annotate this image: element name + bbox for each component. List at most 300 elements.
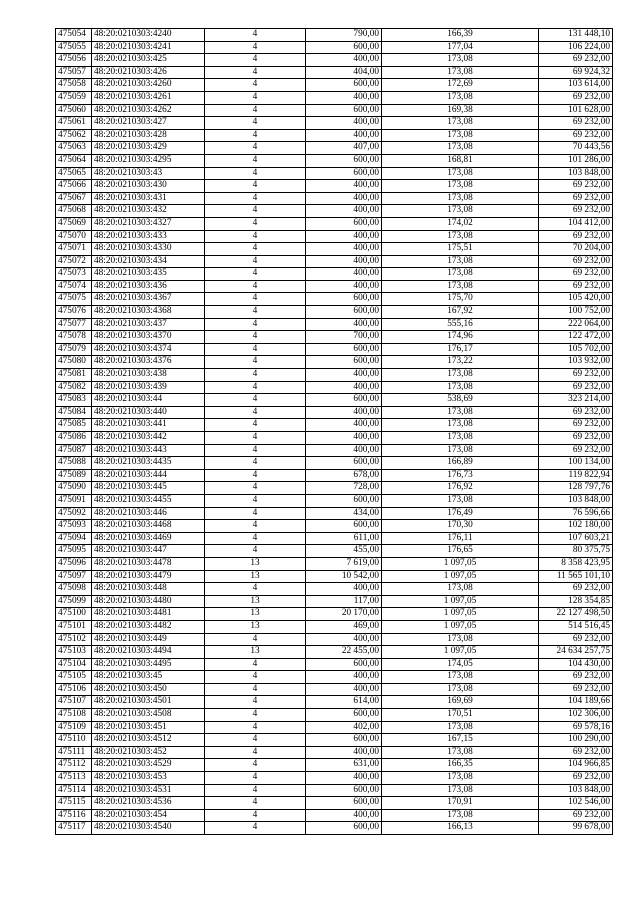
rate-cell: 1 097,05: [382, 595, 539, 608]
category-cell: 4: [205, 444, 306, 457]
rate-cell: 173,08: [382, 369, 539, 382]
row-number-cell: 475065: [56, 167, 92, 180]
row-number-cell: 475108: [56, 709, 92, 722]
rate-cell: 166,39: [382, 29, 539, 42]
table-row: [56, 154, 613, 167]
row-number-cell: 475064: [56, 154, 92, 167]
area-cell: 400,00: [306, 432, 382, 445]
table-row: [56, 683, 613, 696]
cadastral-value-cell: 69 232,00: [539, 54, 613, 67]
cadastral-value-cell: 131 448,10: [539, 29, 613, 42]
rate-cell: 166,35: [382, 759, 539, 772]
category-cell: 4: [205, 784, 306, 797]
area-cell: 600,00: [306, 394, 382, 407]
category-cell: 4: [205, 66, 306, 79]
category-cell: 4: [205, 633, 306, 646]
cadastral-number-cell: 48:20:0210303:436: [92, 280, 205, 293]
cadastral-value-cell: 11 565 101,10: [539, 570, 613, 583]
row-number-cell: 475055: [56, 41, 92, 54]
rate-cell: 176,11: [382, 532, 539, 545]
row-number-cell: 475092: [56, 507, 92, 520]
table-row: [56, 432, 613, 445]
area-cell: 600,00: [306, 797, 382, 810]
row-number-cell: 475058: [56, 79, 92, 92]
row-number-cell: 475115: [56, 797, 92, 810]
rate-cell: 176,17: [382, 343, 539, 356]
area-cell: 400,00: [306, 444, 382, 457]
area-cell: 611,00: [306, 532, 382, 545]
cadastral-value-cell: 70 443,56: [539, 142, 613, 155]
area-cell: 400,00: [306, 633, 382, 646]
cadastral-value-cell: 69 232,00: [539, 746, 613, 759]
rate-cell: 174,02: [382, 217, 539, 230]
category-cell: 4: [205, 746, 306, 759]
cadastral-value-cell: 104 412,00: [539, 217, 613, 230]
table-row: [56, 583, 613, 596]
category-cell: 4: [205, 469, 306, 482]
category-cell: 4: [205, 494, 306, 507]
cadastral-number-cell: 48:20:0210303:441: [92, 419, 205, 432]
category-cell: 13: [205, 646, 306, 659]
table-row: [56, 734, 613, 747]
table-row: [56, 192, 613, 205]
rate-cell: 173,08: [382, 54, 539, 67]
cadastral-number-cell: 48:20:0210303:4262: [92, 104, 205, 117]
table-row: [56, 117, 613, 130]
table-body: [56, 29, 613, 835]
area-cell: 600,00: [306, 784, 382, 797]
category-cell: 4: [205, 331, 306, 344]
row-number-cell: 475114: [56, 784, 92, 797]
table-row: [56, 343, 613, 356]
category-cell: 4: [205, 343, 306, 356]
cadastral-number-cell: 48:20:0210303:433: [92, 230, 205, 243]
cadastral-value-cell: 69 232,00: [539, 381, 613, 394]
area-cell: 700,00: [306, 331, 382, 344]
row-number-cell: 475107: [56, 696, 92, 709]
table-row: [56, 620, 613, 633]
row-number-cell: 475117: [56, 822, 92, 835]
table-row: [56, 646, 613, 659]
row-number-cell: 475070: [56, 230, 92, 243]
cadastral-number-cell: 48:20:0210303:442: [92, 432, 205, 445]
row-number-cell: 475086: [56, 432, 92, 445]
cadastral-value-cell: 514 516,45: [539, 620, 613, 633]
row-number-cell: 475103: [56, 646, 92, 659]
area-cell: 400,00: [306, 54, 382, 67]
cadastral-value-cell: 22 127 498,50: [539, 608, 613, 621]
area-cell: 600,00: [306, 658, 382, 671]
table-row: [56, 759, 613, 772]
category-cell: 4: [205, 721, 306, 734]
category-cell: 13: [205, 595, 306, 608]
cadastral-value-cell: 69 232,00: [539, 671, 613, 684]
category-cell: 4: [205, 154, 306, 167]
cadastral-value-cell: 105 420,00: [539, 293, 613, 306]
area-cell: 728,00: [306, 482, 382, 495]
category-cell: 4: [205, 293, 306, 306]
cadastral-number-cell: 48:20:0210303:4241: [92, 41, 205, 54]
cadastral-number-cell: 48:20:0210303:446: [92, 507, 205, 520]
table-row: [56, 66, 613, 79]
area-cell: 400,00: [306, 381, 382, 394]
row-number-cell: 475083: [56, 394, 92, 407]
category-cell: 4: [205, 797, 306, 810]
cadastral-number-cell: 48:20:0210303:4261: [92, 91, 205, 104]
row-number-cell: 475063: [56, 142, 92, 155]
table-row: [56, 419, 613, 432]
table-row: [56, 658, 613, 671]
cadastral-number-cell: 48:20:0210303:4368: [92, 306, 205, 319]
cadastral-number-cell: 48:20:0210303:4478: [92, 557, 205, 570]
category-cell: 4: [205, 457, 306, 470]
rate-cell: 1 097,05: [382, 557, 539, 570]
table-row: [56, 41, 613, 54]
cadastral-value-cell: 69 232,00: [539, 230, 613, 243]
category-cell: 4: [205, 230, 306, 243]
area-cell: 402,00: [306, 721, 382, 734]
cadastral-number-cell: 48:20:0210303:4367: [92, 293, 205, 306]
table-row: [56, 217, 613, 230]
row-number-cell: 475109: [56, 721, 92, 734]
cadastral-number-cell: 48:20:0210303:4376: [92, 356, 205, 369]
row-number-cell: 475111: [56, 746, 92, 759]
cadastral-number-cell: 48:20:0210303:449: [92, 633, 205, 646]
category-cell: 4: [205, 482, 306, 495]
cadastral-number-cell: 48:20:0210303:4531: [92, 784, 205, 797]
row-number-cell: 475071: [56, 243, 92, 256]
cadastral-number-cell: 48:20:0210303:4482: [92, 620, 205, 633]
area-cell: 400,00: [306, 746, 382, 759]
table-row: [56, 809, 613, 822]
cadastral-value-cell: 103 848,00: [539, 494, 613, 507]
row-number-cell: 475085: [56, 419, 92, 432]
rate-cell: 173,08: [382, 268, 539, 281]
table-row: [56, 167, 613, 180]
table-row: [56, 293, 613, 306]
row-number-cell: 475060: [56, 104, 92, 117]
table-row: [56, 142, 613, 155]
rate-cell: 172,69: [382, 79, 539, 92]
table-row: [56, 280, 613, 293]
cadastral-number-cell: 48:20:0210303:450: [92, 683, 205, 696]
row-number-cell: 475082: [56, 381, 92, 394]
table-row: [56, 721, 613, 734]
cadastral-value-cell: 104 966,85: [539, 759, 613, 772]
area-cell: 678,00: [306, 469, 382, 482]
table-row: [56, 180, 613, 193]
cadastral-number-cell: 48:20:0210303:4540: [92, 822, 205, 835]
cadastral-value-cell: 69 578,16: [539, 721, 613, 734]
table-row: [56, 444, 613, 457]
row-number-cell: 475102: [56, 633, 92, 646]
cadastral-value-cell: 102 180,00: [539, 520, 613, 533]
area-cell: 400,00: [306, 117, 382, 130]
cadastral-number-cell: 48:20:0210303:4295: [92, 154, 205, 167]
table-row: [56, 696, 613, 709]
rate-cell: 173,08: [382, 381, 539, 394]
cadastral-value-cell: 69 232,00: [539, 255, 613, 268]
rate-cell: 173,22: [382, 356, 539, 369]
table-row: [56, 381, 613, 394]
table-row: [56, 230, 613, 243]
cadastral-value-cell: 222 064,00: [539, 318, 613, 331]
row-number-cell: 475069: [56, 217, 92, 230]
category-cell: 4: [205, 41, 306, 54]
cadastral-value-table: [55, 28, 613, 835]
cadastral-number-cell: 48:20:0210303:432: [92, 205, 205, 218]
table-row: [56, 545, 613, 558]
area-cell: 469,00: [306, 620, 382, 633]
cadastral-value-cell: 69 232,00: [539, 444, 613, 457]
cadastral-number-cell: 48:20:0210303:444: [92, 469, 205, 482]
category-cell: 4: [205, 583, 306, 596]
area-cell: 404,00: [306, 66, 382, 79]
cadastral-number-cell: 48:20:0210303:429: [92, 142, 205, 155]
row-number-cell: 475093: [56, 520, 92, 533]
area-cell: 400,00: [306, 671, 382, 684]
row-number-cell: 475101: [56, 620, 92, 633]
row-number-cell: 475112: [56, 759, 92, 772]
row-number-cell: 475088: [56, 457, 92, 470]
cadastral-value-cell: 122 472,00: [539, 331, 613, 344]
row-number-cell: 475105: [56, 671, 92, 684]
category-cell: 4: [205, 318, 306, 331]
cadastral-value-cell: 8 358 423,95: [539, 557, 613, 570]
cadastral-number-cell: 48:20:0210303:4501: [92, 696, 205, 709]
table-row: [56, 205, 613, 218]
category-cell: 13: [205, 557, 306, 570]
cadastral-value-cell: 69 232,00: [539, 369, 613, 382]
category-cell: 4: [205, 696, 306, 709]
row-number-cell: 475066: [56, 180, 92, 193]
row-number-cell: 475091: [56, 494, 92, 507]
area-cell: 600,00: [306, 356, 382, 369]
category-cell: 4: [205, 772, 306, 785]
area-cell: 400,00: [306, 180, 382, 193]
table-row: [56, 557, 613, 570]
table-row: [56, 356, 613, 369]
rate-cell: 173,08: [382, 671, 539, 684]
cadastral-value-cell: 103 932,00: [539, 356, 613, 369]
cadastral-number-cell: 48:20:0210303:437: [92, 318, 205, 331]
document-page: [55, 28, 612, 835]
row-number-cell: 475089: [56, 469, 92, 482]
cadastral-value-cell: 128 797,76: [539, 482, 613, 495]
category-cell: 4: [205, 167, 306, 180]
cadastral-value-cell: 103 614,00: [539, 79, 613, 92]
cadastral-value-cell: 80 375,75: [539, 545, 613, 558]
cadastral-value-cell: 69 232,00: [539, 406, 613, 419]
row-number-cell: 475094: [56, 532, 92, 545]
cadastral-value-cell: 69 232,00: [539, 683, 613, 696]
rate-cell: 173,08: [382, 129, 539, 142]
row-number-cell: 475074: [56, 280, 92, 293]
cadastral-value-cell: 104 430,00: [539, 658, 613, 671]
area-cell: 400,00: [306, 583, 382, 596]
cadastral-value-cell: 100 134,00: [539, 457, 613, 470]
table-row: [56, 54, 613, 67]
rate-cell: 173,08: [382, 633, 539, 646]
rate-cell: 173,08: [382, 683, 539, 696]
table-row: [56, 797, 613, 810]
area-cell: 600,00: [306, 79, 382, 92]
area-cell: 400,00: [306, 268, 382, 281]
area-cell: 614,00: [306, 696, 382, 709]
area-cell: 400,00: [306, 243, 382, 256]
table-row: [56, 608, 613, 621]
area-cell: 117,00: [306, 595, 382, 608]
category-cell: 4: [205, 822, 306, 835]
category-cell: 4: [205, 356, 306, 369]
cadastral-number-cell: 48:20:0210303:448: [92, 583, 205, 596]
table-row: [56, 129, 613, 142]
cadastral-value-cell: 102 546,00: [539, 797, 613, 810]
cadastral-value-cell: 69 232,00: [539, 91, 613, 104]
rate-cell: 173,08: [382, 772, 539, 785]
row-number-cell: 475084: [56, 406, 92, 419]
cadastral-number-cell: 48:20:0210303:4481: [92, 608, 205, 621]
cadastral-number-cell: 48:20:0210303:431: [92, 192, 205, 205]
area-cell: 600,00: [306, 822, 382, 835]
row-number-cell: 475059: [56, 91, 92, 104]
category-cell: 13: [205, 608, 306, 621]
category-cell: 13: [205, 570, 306, 583]
rate-cell: 173,08: [382, 784, 539, 797]
cadastral-number-cell: 48:20:0210303:4529: [92, 759, 205, 772]
row-number-cell: 475068: [56, 205, 92, 218]
cadastral-number-cell: 48:20:0210303:4374: [92, 343, 205, 356]
cadastral-number-cell: 48:20:0210303:44: [92, 394, 205, 407]
rate-cell: 1 097,05: [382, 608, 539, 621]
rate-cell: 1 097,05: [382, 570, 539, 583]
row-number-cell: 475095: [56, 545, 92, 558]
cadastral-value-cell: 100 752,00: [539, 306, 613, 319]
area-cell: 600,00: [306, 217, 382, 230]
rate-cell: 1 097,05: [382, 620, 539, 633]
table-row: [56, 532, 613, 545]
rate-cell: 170,91: [382, 797, 539, 810]
rate-cell: 170,51: [382, 709, 539, 722]
area-cell: 10 542,00: [306, 570, 382, 583]
area-cell: 600,00: [306, 104, 382, 117]
cadastral-number-cell: 48:20:0210303:430: [92, 180, 205, 193]
cadastral-number-cell: 48:20:0210303:4435: [92, 457, 205, 470]
cadastral-value-cell: 69 232,00: [539, 809, 613, 822]
cadastral-number-cell: 48:20:0210303:435: [92, 268, 205, 281]
cadastral-number-cell: 48:20:0210303:453: [92, 772, 205, 785]
rate-cell: 173,08: [382, 809, 539, 822]
area-cell: 790,00: [306, 29, 382, 42]
cadastral-number-cell: 48:20:0210303:427: [92, 117, 205, 130]
category-cell: 4: [205, 532, 306, 545]
category-cell: 4: [205, 268, 306, 281]
area-cell: 407,00: [306, 142, 382, 155]
cadastral-number-cell: 48:20:0210303:4260: [92, 79, 205, 92]
cadastral-value-cell: 105 702,00: [539, 343, 613, 356]
cadastral-number-cell: 48:20:0210303:4495: [92, 658, 205, 671]
row-number-cell: 475077: [56, 318, 92, 331]
cadastral-value-cell: 69 232,00: [539, 633, 613, 646]
table-row: [56, 469, 613, 482]
row-number-cell: 475098: [56, 583, 92, 596]
table-row: [56, 822, 613, 835]
cadastral-number-cell: 48:20:0210303:4494: [92, 646, 205, 659]
rate-cell: 175,51: [382, 243, 539, 256]
area-cell: 400,00: [306, 192, 382, 205]
category-cell: 4: [205, 394, 306, 407]
area-cell: 600,00: [306, 520, 382, 533]
rate-cell: 176,49: [382, 507, 539, 520]
row-number-cell: 475110: [56, 734, 92, 747]
category-cell: 4: [205, 29, 306, 42]
rate-cell: 173,08: [382, 117, 539, 130]
category-cell: 4: [205, 129, 306, 142]
table-row: [56, 595, 613, 608]
area-cell: 600,00: [306, 709, 382, 722]
cadastral-number-cell: 48:20:0210303:4508: [92, 709, 205, 722]
cadastral-value-cell: 69 232,00: [539, 180, 613, 193]
cadastral-number-cell: 48:20:0210303:4330: [92, 243, 205, 256]
area-cell: 434,00: [306, 507, 382, 520]
row-number-cell: 475062: [56, 129, 92, 142]
rate-cell: 173,08: [382, 167, 539, 180]
rate-cell: 173,08: [382, 230, 539, 243]
rate-cell: 177,04: [382, 41, 539, 54]
cadastral-value-cell: 69 232,00: [539, 280, 613, 293]
row-number-cell: 475087: [56, 444, 92, 457]
area-cell: 400,00: [306, 129, 382, 142]
category-cell: 4: [205, 507, 306, 520]
table-row: [56, 746, 613, 759]
rate-cell: 538,69: [382, 394, 539, 407]
category-cell: 4: [205, 683, 306, 696]
area-cell: 631,00: [306, 759, 382, 772]
cadastral-value-cell: 323 214,00: [539, 394, 613, 407]
rate-cell: 555,16: [382, 318, 539, 331]
area-cell: 600,00: [306, 41, 382, 54]
cadastral-number-cell: 48:20:0210303:443: [92, 444, 205, 457]
rate-cell: 173,08: [382, 419, 539, 432]
table-row: [56, 394, 613, 407]
category-cell: 4: [205, 406, 306, 419]
cadastral-number-cell: 48:20:0210303:434: [92, 255, 205, 268]
rate-cell: 167,15: [382, 734, 539, 747]
rate-cell: 176,73: [382, 469, 539, 482]
area-cell: 455,00: [306, 545, 382, 558]
cadastral-number-cell: 48:20:0210303:4455: [92, 494, 205, 507]
cadastral-value-cell: 24 634 257,75: [539, 646, 613, 659]
cadastral-value-cell: 107 603,21: [539, 532, 613, 545]
category-cell: 4: [205, 709, 306, 722]
category-cell: 4: [205, 759, 306, 772]
table-row: [56, 772, 613, 785]
category-cell: 4: [205, 280, 306, 293]
category-cell: 4: [205, 205, 306, 218]
cadastral-number-cell: 48:20:0210303:4536: [92, 797, 205, 810]
category-cell: 4: [205, 142, 306, 155]
category-cell: 4: [205, 54, 306, 67]
cadastral-value-cell: 104 189,66: [539, 696, 613, 709]
rate-cell: 1 097,05: [382, 646, 539, 659]
rate-cell: 173,08: [382, 142, 539, 155]
area-cell: 600,00: [306, 154, 382, 167]
area-cell: 400,00: [306, 683, 382, 696]
category-cell: 4: [205, 369, 306, 382]
area-cell: 400,00: [306, 369, 382, 382]
row-number-cell: 475099: [56, 595, 92, 608]
row-number-cell: 475075: [56, 293, 92, 306]
